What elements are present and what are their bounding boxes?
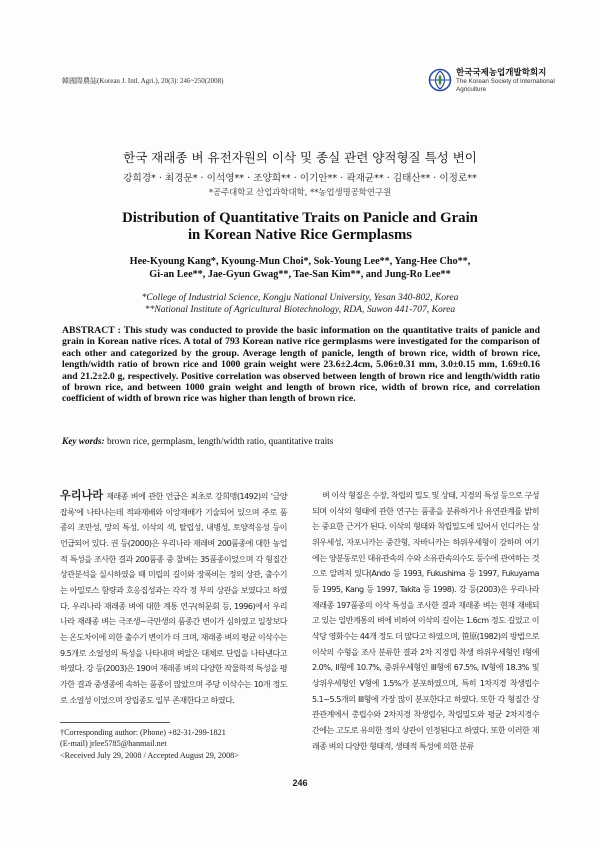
keywords [62, 437, 540, 447]
english-affiliation [40, 292, 560, 315]
body-right-text: 벼 이삭 형질은 수장, 착립의 밀도 및 상태, 지경의 특성 등으로 구성되며 이삭의 형태에 관한 연구는 품종을 분류하거나 유연관계를 밝히는 중요한 근거가 된다. 이삭의 형태와 착립밀도에 있어서 인디카는 상위우세성, 자포니카는 중간형, 자바니카는 하위우세형이 강하며 여기에는 양분동로인 대유관속의 수와 소유관속의수도 등수에 관여하는 것으로 알려져 있다(Ando 등 1993, Fukushima 등 1997, Fukuyama 등 1995, Kang 등 1997, Takita 등 1998). 강 등(2003)은 우리나라 재래종 197품종의 이삭 특성을 조사한 결과 재래종 벼는 현재 재배되고 있는 일반계통의 벼에 비하여 이삭의 길이는 1.6cm 정도 길었고 이삭당 영화수는 44개 정도 더 많다고 하였으며, 笹原(1982)의 방법으로 이삭의 수형을 조사 분류한 결과 2차 지경립 착생 하위우세형인 I형에 2.0%, II형에 10.7%, 중위우세형인 III형에 67.5%, IV형에 18.3% 및 상위우세형인 V형에 1.5%가 분포하였으며, 특히 1차지경 착생립수 5.1~5.5개의 III형에 가장 많이 분포한다고 하였다. 또한 각 형질간 상관관계에서 총립수와 2차지경 착생립수, 착립밀도와 평균 2차지경수 간에는 고도로 유의한 정의 상관이 인정된다고 하였다. 또한 이러한 재래종 벼의 다양한 형태적, 생태적 특성에 의한 분류 [312, 491, 539, 751]
society-block [428, 66, 566, 100]
journal-citation: 韓國際農誌(Korean J. Intl. Agri.), 20(3): 246~250(2008) [62, 77, 224, 85]
english-affiliation-line-2: **National Institute of Agricultural Biotechnology, RDA, Suwon 441-707, Korea [144, 303, 456, 315]
keywords-label: Key words: [62, 437, 105, 447]
korean-title: 한국 재래종 벼 유전자원의 이삭 및 종실 관련 양적형질 특성 변이 [123, 150, 477, 165]
body-column-right [312, 488, 539, 754]
abstract-text: This study was conducted to provide the basic information on the quantitative traits of panicle and grain in Korean native rices. A total of 793 Korean native rice germplasms were investigated for the comparison of each other and categorized by the group. Average length of panicle, length of brown rice, width of brown rice, length/width ratio of brown rice and 1000 grain weight were 23.6±2.4cm, 5.06±0.31 mm, 3.0±0.15 mm, 1.69±0.16 and 21.2±2.0 g, respectively. Positive correlation was observed between length of brown rice and length/width ratio of brown rice, and between 1000 grain weight and length of brown rice, width of brown rice, and correlation coefficient of width of brown rice was higher than length of brown rice. [62, 325, 541, 405]
english-authors-line-2: Gi-an Lee**, Jae-Gyun Gwag**, Tae-San Kim**, and Jung-Ro Lee** [149, 268, 451, 280]
english-title-line-1: Distribution of Quantitative Traits on Panicle and Grain [122, 210, 478, 226]
english-affiliation-line-1: *College of Industrial Science, Kongju National University, Yesan 340-802, Korea [141, 292, 459, 303]
english-authors [40, 256, 560, 281]
english-title [40, 210, 560, 244]
page-number: 246 [292, 778, 308, 788]
footnote-received: <Received July 29, 2008 / Accepted August 29, 2008> [60, 750, 239, 760]
body-left-text: 재래종 벼에 관한 언급은 최초로 강희맹(1492)의 '금양잡록'에 나타나는데 적파재배와 이앙재배가 기술되어 있으며 주로 품종의 조만성, 망의 특성, 이삭의 색, 탈립성, 내병성, 토양적응성 등이 언급되어 있다. 권 등(2000)은 우리나라 재래벼 200품종에 대한 농업적 특성을 조사한 결과 200품종 중 찰벼는 35품종이었으며 각 형질간 상관분석을 실시하였을 때 미립의 길이와 장폭비는 정의 상관, 출수기는 아밀로스 함량과 호응집성과는 각각 정 부의 상관을 보였다고 하였다. 우리나라 재래종 벼에 대한 계통 연구(허문회 등, 1996)에서 우리나라 재래종 벼는 극조생~극만생의 품종간 변이가 심하였고 일장보다는 온도차이에 의한 출수기 변이가 더 크며, 재래종 벼의 평균 이삭수는 9.5개로 소얼성의 특성을 나타내며 벼알은 대체로 단립을 나타낸다고 하였다. 강 등(2003)은 190여 재래종 벼의 다양한 작물학적 특성을 평가한 결과 중생종에 속하는 품종이 많았으며 주당 이삭수는 10개 정도로 소얼성 이었으며 장립종도 일부 존재한다고 하였다. [60, 492, 287, 705]
korean-authors: 강희경* · 최경문* · 이석영** · 조양희** · 이기안** · 곽재균** · 김태산** · 이정로** [123, 173, 477, 184]
abstract-label: ABSTRACT : [62, 325, 121, 336]
body-lead-word: 우리나라 [60, 489, 104, 502]
body-column-left [60, 488, 287, 708]
footnote-email: (E-mail) jrlee5785@hanmail.net [60, 739, 167, 749]
abstract [62, 325, 540, 405]
english-title-line-2: in Korean Native Rice Germplasms [187, 227, 413, 243]
korean-affiliation: *공주대학교 산업과학대학, **농업생명공학연구원 [208, 187, 392, 197]
footnote-corresponding: †Corresponding author: (Phone) +82-31-299-1821 [60, 728, 226, 737]
footnotes [60, 727, 290, 761]
society-logo-icon [428, 68, 452, 92]
keywords-text: brown rice, germplasm, length/width ratio, quantitative traits [106, 437, 334, 447]
society-name-english: The Korean Society of International Agriculture [456, 78, 555, 93]
english-authors-line-1: Hee-Kyoung Kang*, Kyoung-Mun Choi*, Sok-Young Lee**, Yang-Hee Cho**, [129, 256, 471, 267]
page-header [62, 66, 566, 100]
footnote-divider [60, 722, 170, 723]
society-name-korean: 한국국제농업개발학회지 [456, 68, 547, 78]
